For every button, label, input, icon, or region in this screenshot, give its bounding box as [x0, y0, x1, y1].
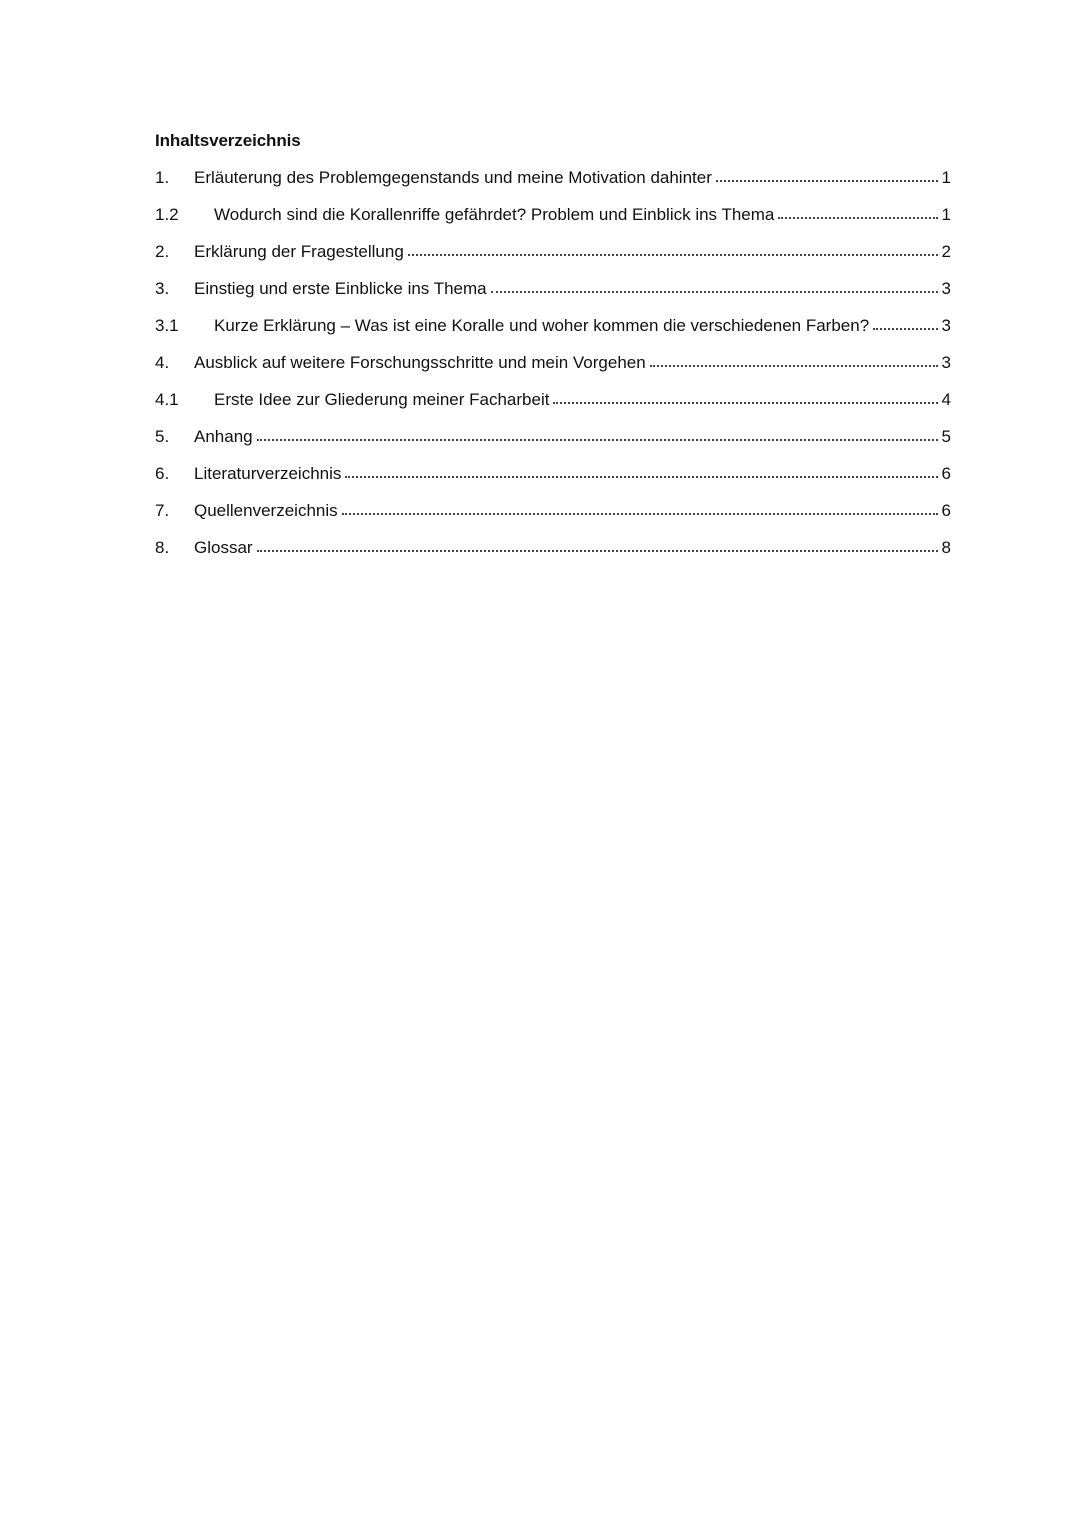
- toc-entry-page: 3: [941, 353, 951, 372]
- toc-entry-number: 3.1: [155, 316, 179, 335]
- toc-title: Inhaltsverzeichnis: [155, 131, 301, 150]
- toc-entry-number: 1.: [155, 168, 170, 187]
- toc-entry-number: 1.2: [155, 205, 179, 224]
- toc-dot-leader: [778, 217, 937, 219]
- toc-entry-title: Kurze Erklärung – Was ist eine Koralle und woher kommen die verschiedenen Farben?: [214, 316, 870, 335]
- toc-entry-page: 1: [941, 168, 951, 187]
- toc-dot-leader: [345, 476, 937, 478]
- toc-dot-leader: [408, 254, 938, 256]
- toc-entry[interactable]: [155, 164, 951, 201]
- toc-entry-page: 6: [941, 501, 951, 520]
- toc-entry[interactable]: [155, 201, 951, 238]
- toc-entry-number: 5.: [155, 427, 170, 446]
- toc-entry-page: 8: [941, 538, 951, 557]
- toc-dot-leader: [342, 513, 938, 515]
- toc-entry-page: 6: [941, 464, 951, 483]
- toc-entries: [155, 164, 951, 571]
- toc-entry[interactable]: [155, 238, 951, 275]
- table-of-contents: [155, 127, 951, 571]
- toc-dot-leader: [491, 291, 938, 293]
- toc-entry-number: 8.: [155, 538, 170, 557]
- toc-entry-page: 2: [941, 242, 951, 261]
- toc-entry-page: 3: [941, 279, 951, 298]
- toc-entry-title: Quellenverzeichnis: [194, 501, 338, 520]
- toc-entry-title: Literaturverzeichnis: [194, 464, 342, 483]
- toc-entry[interactable]: [155, 349, 951, 386]
- toc-entry[interactable]: [155, 386, 951, 423]
- toc-entry-title: Erste Idee zur Gliederung meiner Facharbeit: [214, 390, 550, 409]
- toc-dot-leader: [716, 180, 938, 182]
- toc-entry-number: 6.: [155, 464, 170, 483]
- toc-entry-title: Ausblick auf weitere Forschungsschritte und mein Vorgehen: [194, 353, 646, 372]
- toc-entry[interactable]: [155, 312, 951, 349]
- toc-entry-page: 1: [941, 205, 951, 224]
- toc-entry-title: Einstieg und erste Einblicke ins Thema: [194, 279, 487, 298]
- toc-dot-leader: [873, 328, 937, 330]
- toc-dot-leader: [553, 402, 937, 404]
- toc-dot-leader: [650, 365, 938, 367]
- toc-entry-number: 2.: [155, 242, 170, 261]
- toc-entry-page: 3: [941, 316, 951, 335]
- toc-entry[interactable]: [155, 497, 951, 534]
- toc-entry-title: Erläuterung des Problemgegenstands und meine Motivation dahinter: [194, 168, 712, 187]
- toc-entry-page: 4: [941, 390, 951, 409]
- toc-entry-title: Anhang: [194, 427, 253, 446]
- toc-entry-title: Erklärung der Fragestellung: [194, 242, 404, 261]
- toc-entry-number: 4.1: [155, 390, 179, 409]
- toc-entry-title: Glossar: [194, 538, 253, 557]
- toc-entry-number: 4.: [155, 353, 170, 372]
- toc-entry[interactable]: [155, 423, 951, 460]
- toc-entry-number: 3.: [155, 279, 170, 298]
- toc-entry-number: 7.: [155, 501, 170, 520]
- toc-entry[interactable]: [155, 534, 951, 571]
- toc-dot-leader: [257, 550, 938, 552]
- toc-entry[interactable]: [155, 460, 951, 497]
- toc-entry-page: 5: [941, 427, 951, 446]
- toc-entry-title: Wodurch sind die Korallenriffe gefährdet? Problem und Einblick ins Thema: [214, 205, 775, 224]
- toc-entry[interactable]: [155, 275, 951, 312]
- toc-dot-leader: [257, 439, 938, 441]
